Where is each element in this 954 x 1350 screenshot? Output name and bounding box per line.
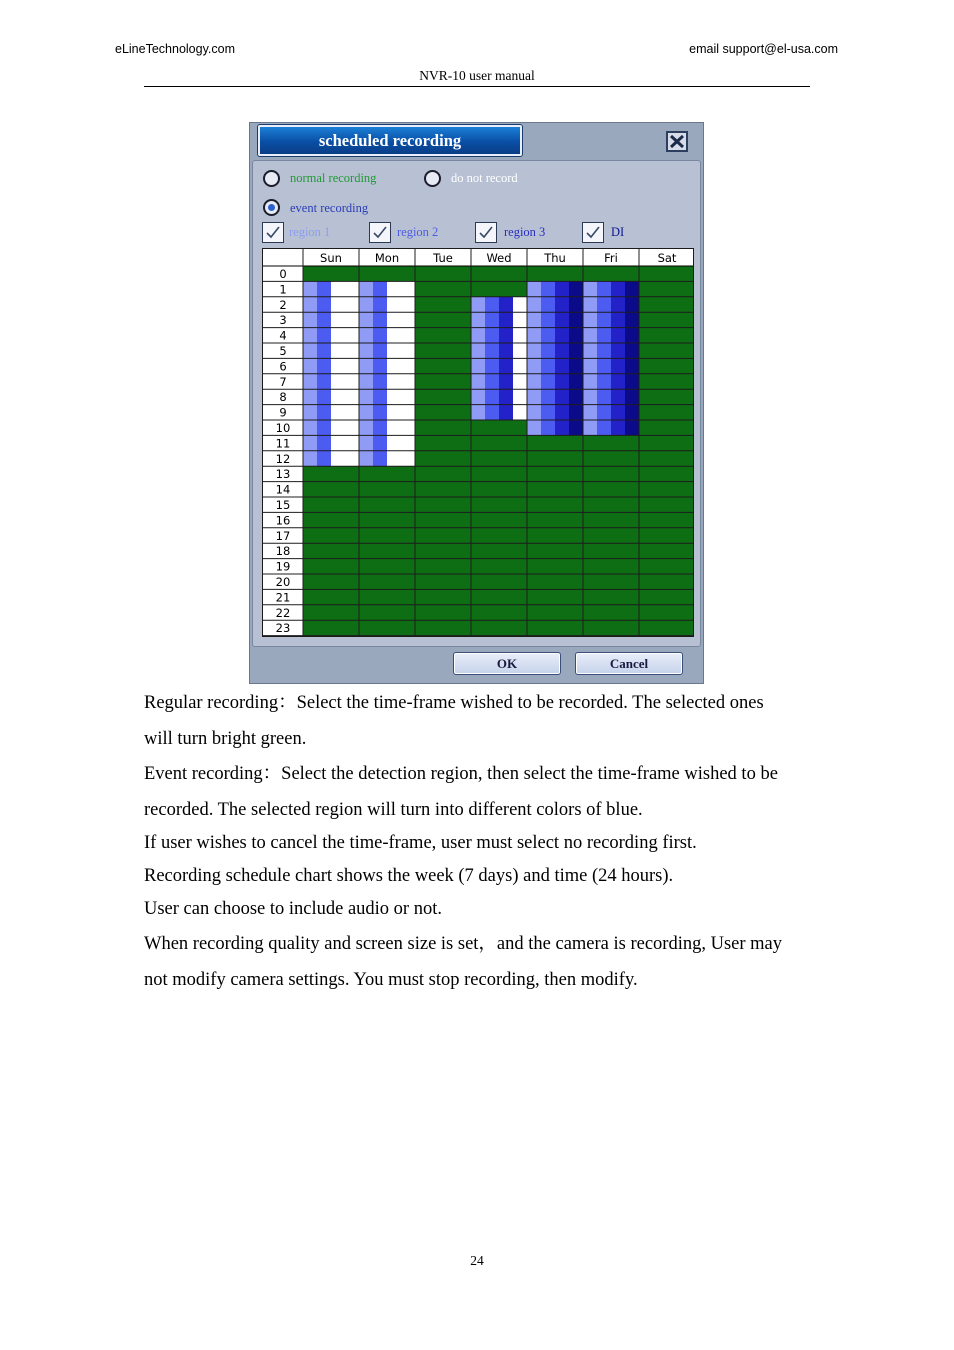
schedule-cell-normal[interactable] [359,266,415,281]
paragraph-line-6: Recording schedule chart shows the week (7 days) and time (24 hours). [144,866,674,886]
hour-label: 9 [279,405,287,420]
radio-do-not-record[interactable] [424,170,441,187]
hour-label: 18 [275,544,291,559]
hour-label: 6 [279,359,287,374]
region-2-label: region 2 [397,225,439,239]
dialog-title-bar [258,125,522,156]
hour-label: 8 [279,390,287,405]
hour-label: 3 [279,313,287,328]
hour-label: 2 [279,297,287,312]
schedule-cell-normal[interactable] [527,266,583,281]
paragraph-line-3: Event recording：Select the detection region, then select the time-frame wished to be [144,764,778,784]
checkbox-region-2[interactable] [369,222,391,243]
day-header-wed: Wed [486,251,512,265]
hour-label: 15 [275,498,291,512]
paragraph-line-8: When recording quality and screen size is set，and the camera is recording, User may [144,934,783,954]
checkmark-icon [585,225,601,240]
close-button[interactable] [666,131,688,152]
region-3-label: region 3 [504,225,546,239]
hour-label: 20 [275,575,291,589]
schedule-cell-normal[interactable] [583,435,639,635]
paragraph-line-7: User can choose to include audio or not. [144,899,442,919]
hour-label: 11 [275,436,291,451]
hour-label: 19 [275,559,291,574]
header-rule [144,86,810,87]
paragraph-line-1: Regular recording：Select the time-frame wished to be recorded. The selected ones [144,693,764,713]
hour-label: 22 [275,605,291,620]
checkmark-icon [478,225,494,240]
day-header-tue: Tue [433,251,453,265]
hour-label: 5 [279,344,287,358]
page-number: 24 [470,1253,484,1268]
hour-label: 1 [279,282,287,297]
radio-normal-recording[interactable] [263,170,280,187]
hour-label: 4 [279,328,287,343]
paragraph-line-9: not modify camera settings. You must stop recording, then modify. [144,970,638,990]
day-header-fri: Fri [604,251,618,265]
day-header-thu: Thu [544,251,566,265]
schedule-cell-normal[interactable] [359,466,415,635]
day-header-sun: Sun [320,251,342,265]
schedule-cell-normal[interactable] [527,435,583,635]
paragraph-line-4: recorded. The selected region will turn into different colors of blue. [144,800,643,820]
radio-event-label: event recording [290,201,369,215]
checkmark-icon [265,225,281,240]
schedule-grid-svg[interactable] [263,249,693,636]
schedule-cell-normal[interactable] [303,266,359,281]
radio-none-label: do not record [451,171,518,185]
paragraph-line-5: If user wishes to cancel the time-frame, user must select no recording first. [144,833,697,853]
checkbox-region-1[interactable] [262,222,284,243]
header-left: eLineTechnology.com [115,42,235,56]
header-right: email support@el-usa.com [689,42,838,56]
ok-button[interactable]: OK [453,652,561,675]
checkbox-region-3[interactable] [475,222,497,243]
cancel-button[interactable]: Cancel [575,652,683,675]
region-1-label: region 1 [289,225,331,239]
hour-label: 16 [275,513,291,528]
hour-label: 23 [275,621,291,636]
hour-label: 21 [275,590,291,605]
dialog-title: scheduled recording [318,131,462,150]
schedule-cell-normal[interactable] [303,466,359,635]
di-label: DI [611,225,625,239]
radio-event-recording[interactable] [263,199,280,216]
paragraph-line-2: will turn bright green. [144,729,307,749]
hour-label: 10 [275,421,291,435]
hour-label: 7 [279,374,287,389]
schedule-grid[interactable] [262,248,694,637]
header-title: NVR-10 user manual [419,68,535,83]
hour-label: 13 [275,467,291,482]
day-header-sat: Sat [657,251,677,265]
radio-normal-label: normal recording [290,171,377,185]
day-header-mon: Mon [374,251,400,265]
hour-label: 0 [279,267,287,281]
checkmark-icon [372,225,388,240]
schedule-cell-normal[interactable] [583,266,639,281]
hour-label: 14 [275,482,291,497]
checkbox-di[interactable] [582,222,604,243]
scheduled-recording-dialog [249,122,704,684]
hour-label: 12 [275,451,291,466]
options-panel [252,160,701,647]
hour-label: 17 [275,528,291,543]
close-icon [669,134,685,149]
